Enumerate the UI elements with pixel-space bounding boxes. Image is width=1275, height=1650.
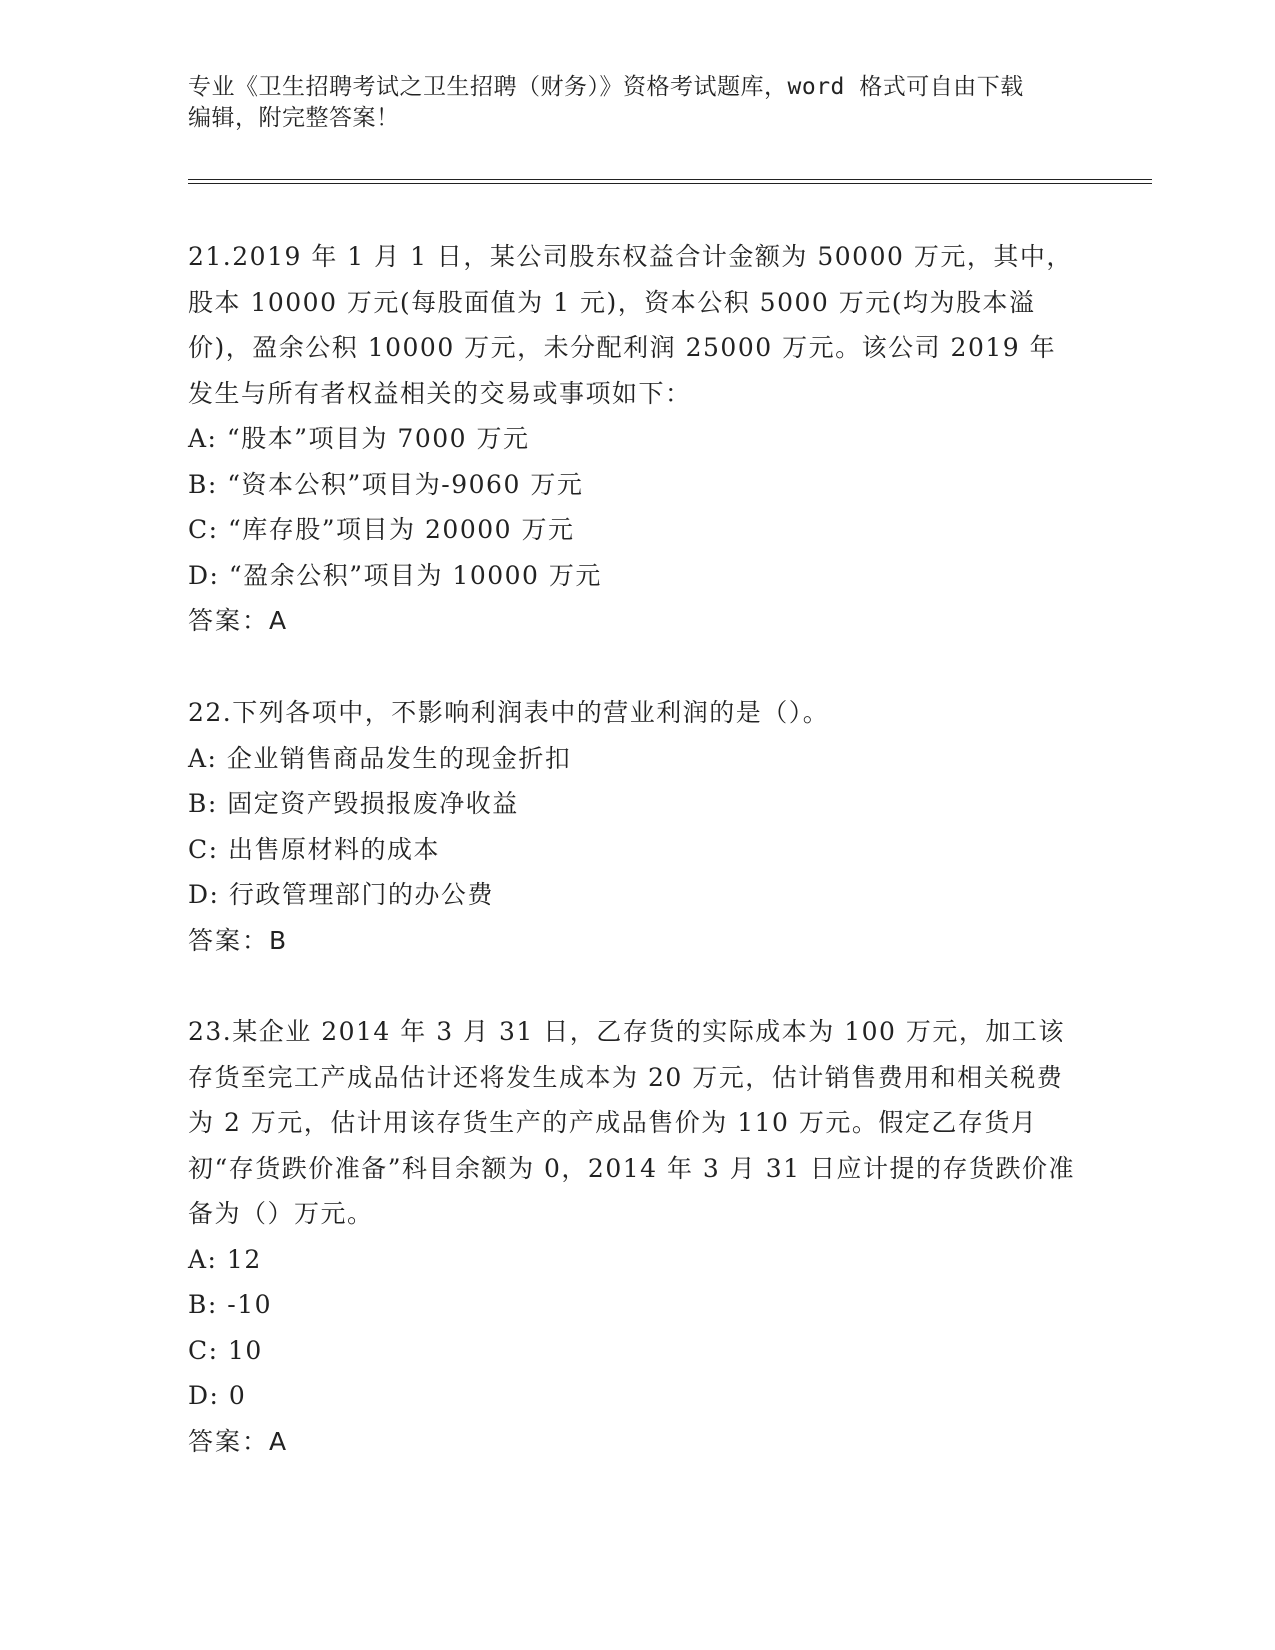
- question-23: [188, 1009, 1078, 1464]
- option-c: C: 出售原材料的成本: [188, 834, 440, 864]
- header-line-2: 编辑，附完整答案！: [188, 105, 400, 131]
- option-b: B: 固定资产毁损报废净收益: [188, 789, 519, 818]
- option-a: A: “股本”项目为 7000 万元: [188, 424, 530, 453]
- header-line-1: 专业《卫生招聘考试之卫生招聘（财务）》资格考试题库，word 格式可自由下载: [188, 74, 1024, 100]
- option-b: B: -10: [188, 1290, 272, 1319]
- option-d: D: “盈余公积”项目为 10000 万元: [188, 560, 602, 590]
- option-a: A: 企业销售商品发生的现金折扣: [188, 743, 572, 773]
- question-stem: 23.某企业 2014 年 3 月 31 日，乙存货的实际成本为 100 万元，加工该存货至完工产成品估计还将发生成本为 20 万元，估计销售费用和相关税费为 2 万元，估计用该存货生产的产成品售价为 110 万元。假定乙存货月初“存货跌价准备”科目余额为 0，2014 年 3 月 31 日应计提的存货跌价准备为（）万元。: [188, 1017, 1075, 1228]
- answer-label: 答案：A: [188, 1426, 289, 1456]
- option-d: D: 行政管理部门的办公费: [188, 880, 494, 909]
- option-a: A: 12: [188, 1244, 262, 1274]
- question-stem: 21.2019 年 1 月 1 日，某公司股东权益合计金额为 50000 万元，其中，股本 10000 万元(每股面值为 1 元)，资本公积 5000 万元(均为股本溢价)，盈余公积 10000 万元，未分配利润 25000 万元。该公司 2019 年发生与所有者权益相关的交易或事项如下：: [188, 242, 1073, 408]
- question-22: [188, 690, 1078, 963]
- document-header: [188, 72, 1068, 134]
- option-c: C: 10: [188, 1335, 263, 1365]
- answer-label: 答案：B: [188, 925, 289, 955]
- question-stem: 22.下列各项中，不影响利润表中的营业利润的是（）。: [188, 698, 830, 727]
- header-divider-top: [188, 179, 1152, 180]
- option-d: D: 0: [188, 1381, 247, 1410]
- option-b: B: “资本公积”项目为-9060 万元: [188, 469, 584, 499]
- question-21: [188, 234, 1078, 644]
- header-divider-bottom: [188, 183, 1152, 184]
- option-c: C: “库存股”项目为 20000 万元: [188, 515, 575, 544]
- answer-label: 答案：A: [188, 606, 289, 635]
